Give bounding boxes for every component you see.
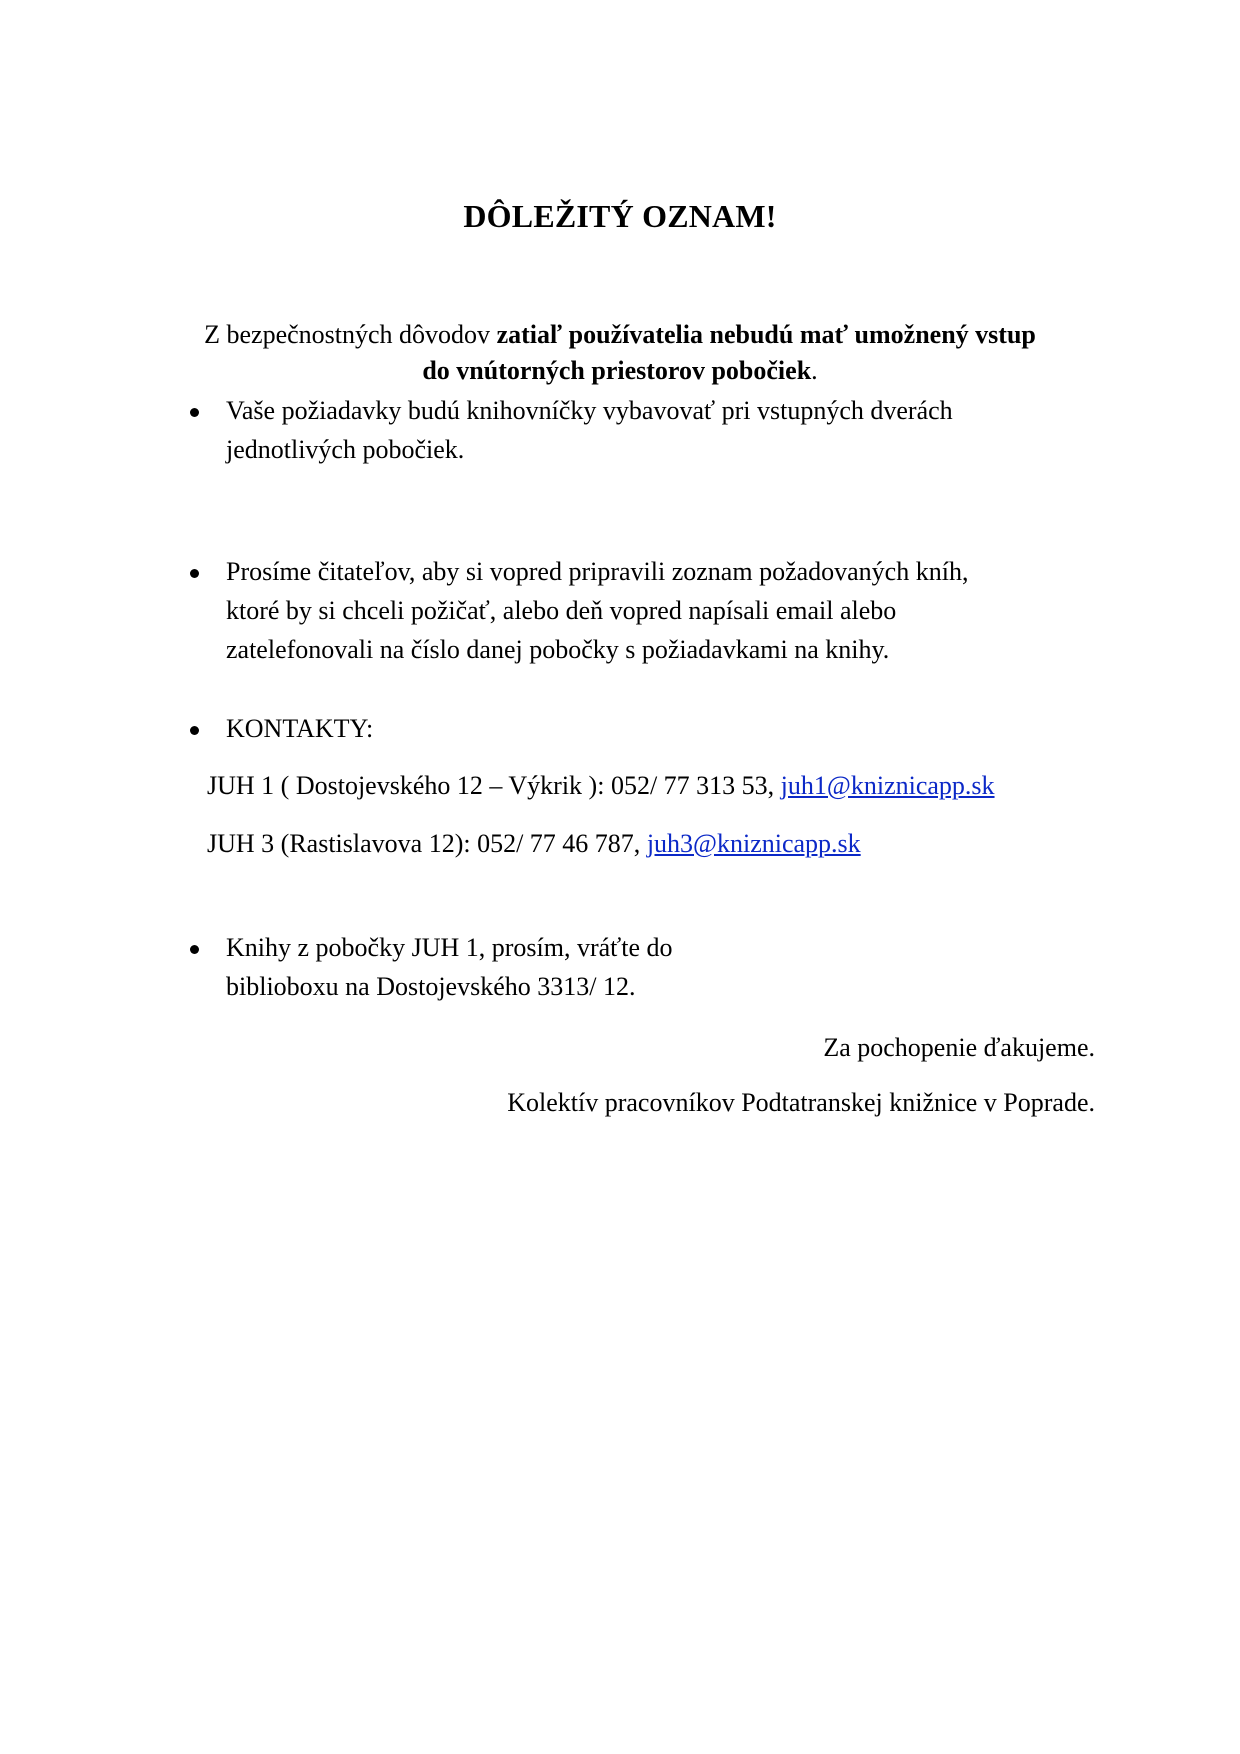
contact-label: JUH 3 (Rastislavova 12): 052/ 77 46 787, (207, 829, 647, 858)
closing-signature: Kolektív pracovníkov Podtatranskej knižnice v Poprade. (507, 1088, 1095, 1117)
email-link-juh3[interactable]: juh3@kniznicapp.sk (646, 829, 861, 858)
bullet-dot-icon (190, 726, 199, 735)
bullet-line: ktoré by si chceli požičať, alebo deň vopred napísali email alebo (226, 596, 897, 625)
bullet-line: biblioboxu na Dostojevského 3313/ 12. (226, 972, 636, 1001)
bullet-line: Knihy z pobočky JUH 1, prosím, vráťte do (226, 933, 673, 962)
contact-label: JUH 1 ( Dostojevského 12 – Výkrik ): 052/ 77 313 53, (207, 771, 781, 800)
intro-paragraph (140, 317, 1100, 389)
page-title: DÔLEŽITÝ OZNAM! (463, 198, 777, 234)
bullet-dot-icon (190, 945, 199, 954)
contacts-heading: KONTAKTY: (226, 714, 374, 743)
intro-bold-line1: zatiaľ používatelia nebudú mať umožnený vstup (496, 320, 1036, 349)
bullet-dot-icon (190, 569, 199, 578)
intro-bold-line2: do vnútorných priestorov pobočiek (422, 356, 812, 385)
bullet-line: Vaše požiadavky budú knihovníčky vybavovať pri vstupných dverách (226, 396, 953, 425)
contact-juh1 (207, 768, 995, 804)
contact-juh3 (207, 826, 861, 862)
bullet-line: zatelefonovali na číslo danej pobočky s požiadavkami na knihy. (226, 635, 890, 664)
bullet-line: jednotlivých pobočiek. (226, 435, 465, 464)
email-link-juh1[interactable]: juh1@kniznicapp.sk (780, 771, 995, 800)
bullet-dot-icon (190, 408, 199, 417)
bullet-line: Prosíme čitateľov, aby si vopred pripravili zoznam požadovaných kníh, (226, 557, 969, 586)
intro-text-start: Z bezpečnostných dôvodov (204, 320, 497, 349)
intro-text-end: . (811, 356, 818, 385)
closing-thanks: Za pochopenie ďakujeme. (823, 1033, 1095, 1062)
